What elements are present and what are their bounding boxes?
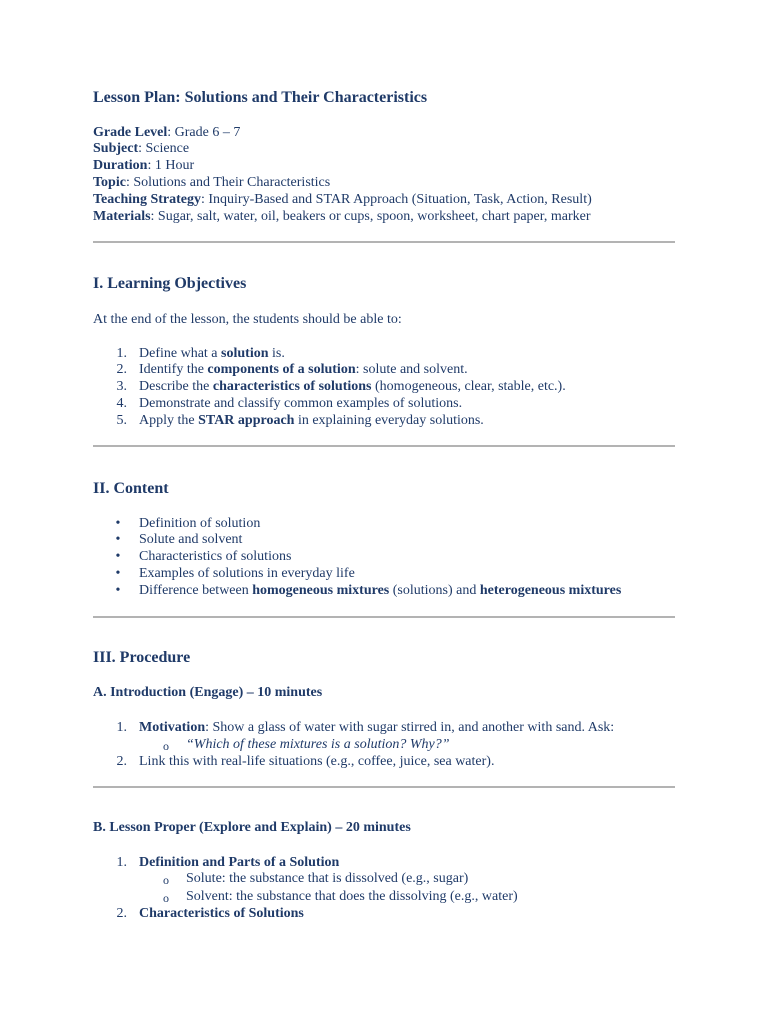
- list-item: [0, 906, 768, 922]
- item-text: Describe the: [139, 379, 213, 394]
- item-bold: STAR approach: [198, 413, 295, 428]
- item-text: Link this with real-life situations (e.g., coffee, juice, sea water).: [139, 754, 495, 769]
- meta-label: Duration: [93, 158, 148, 173]
- bullet-icon: •: [115, 566, 121, 581]
- item-text: is.: [268, 346, 285, 361]
- list-number: 4.: [116, 396, 127, 411]
- page-title: Lesson Plan: Solutions and Their Characteristics: [93, 89, 428, 106]
- item-bold: Motivation: [139, 720, 206, 735]
- list-item: [0, 720, 768, 736]
- list-item: [0, 532, 768, 548]
- list-number: 2.: [116, 754, 127, 769]
- item-text: : Show a glass of water with sugar stirred in, and another with sand. Ask:: [205, 720, 615, 735]
- divider: [93, 445, 675, 447]
- item-text: Difference between: [139, 583, 253, 598]
- list-number: 1.: [116, 855, 127, 870]
- meta-grade-level: [93, 125, 240, 141]
- item-bold: heterogeneous mixtures: [479, 583, 622, 598]
- sub-list-item: [0, 871, 768, 887]
- item-text: Solute and solvent: [139, 532, 243, 547]
- meta-teaching-strategy: [93, 192, 592, 208]
- divider: [93, 616, 675, 618]
- list-number: 3.: [116, 379, 127, 394]
- item-text: Solute: the substance that is dissolved (e.g., sugar): [186, 871, 469, 886]
- meta-label: Materials: [93, 209, 151, 224]
- meta-label: Subject: [93, 141, 139, 156]
- item-text: Examples of solutions in everyday life: [139, 566, 355, 581]
- item-text: (solutions) and: [389, 583, 480, 598]
- section-heading-content: II. Content: [93, 480, 169, 497]
- list-item: [0, 855, 768, 871]
- item-bold: solution: [221, 346, 269, 361]
- item-bold: homogeneous mixtures: [252, 583, 390, 598]
- meta-value: : Science: [138, 141, 190, 156]
- bullet-icon: •: [115, 549, 121, 564]
- item-bold: characteristics of solutions: [212, 379, 372, 394]
- meta-label: Teaching Strategy: [93, 192, 201, 207]
- item-text: Demonstrate and classify common examples of solutions.: [139, 396, 463, 411]
- item-text: Identify the: [139, 362, 208, 377]
- list-item: [0, 549, 768, 565]
- meta-value: : Sugar, salt, water, oil, beakers or cups, spoon, worksheet, chart paper, marker: [150, 209, 591, 224]
- meta-subject: [93, 141, 189, 157]
- meta-topic: [93, 175, 330, 191]
- item-text: (homogeneous, clear, stable, etc.).: [371, 379, 566, 394]
- meta-duration: [93, 158, 194, 174]
- meta-value: : Solutions and Their Characteristics: [125, 175, 331, 190]
- circle-bullet-icon: o: [163, 739, 169, 753]
- list-item: [0, 413, 768, 429]
- circle-bullet-icon: o: [163, 891, 169, 905]
- item-text: Characteristics of solutions: [139, 549, 292, 564]
- item-text: : solute and solvent.: [355, 362, 468, 377]
- bullet-icon: •: [115, 532, 121, 547]
- list-item: [0, 362, 768, 378]
- item-bold: components of a solution: [207, 362, 356, 377]
- item-text: “Which of these mixtures is a solution? Why?”: [186, 737, 450, 752]
- subsection-heading-lesson-proper: B. Lesson Proper (Explore and Explain) – 20 minutes: [93, 820, 411, 835]
- item-text: Solvent: the substance that does the dissolving (e.g., water): [186, 889, 518, 904]
- item-bold: Characteristics of Solutions: [139, 906, 304, 921]
- list-item: [0, 754, 768, 770]
- list-item: [0, 396, 768, 412]
- list-item: [0, 346, 768, 362]
- bullet-icon: •: [115, 583, 121, 598]
- section-heading-procedure: III. Procedure: [93, 649, 191, 666]
- list-item: [0, 379, 768, 395]
- meta-materials: [93, 209, 591, 225]
- subsection-heading-introduction: A. Introduction (Engage) – 10 minutes: [93, 685, 323, 700]
- list-number: 2.: [116, 906, 127, 921]
- divider: [93, 786, 675, 788]
- item-bold: Definition and Parts of a Solution: [139, 855, 340, 870]
- list-number: 1.: [116, 346, 127, 361]
- meta-value: : Grade 6 – 7: [167, 125, 241, 140]
- item-text: Define what a: [139, 346, 222, 361]
- meta-label: Grade Level: [93, 125, 168, 140]
- sub-list-item: [0, 737, 768, 753]
- list-item: [0, 583, 768, 599]
- item-text: Apply the: [139, 413, 199, 428]
- list-item: [0, 566, 768, 582]
- meta-value: : Inquiry-Based and STAR Approach (Situation, Task, Action, Result): [200, 192, 592, 207]
- item-text: in explaining everyday solutions.: [294, 413, 484, 428]
- bullet-icon: •: [115, 516, 121, 531]
- sub-list-item: [0, 889, 768, 905]
- list-number: 1.: [116, 720, 127, 735]
- meta-label: Topic: [93, 175, 126, 190]
- list-number: 2.: [116, 362, 127, 377]
- circle-bullet-icon: o: [163, 873, 169, 887]
- section-heading-objectives: I. Learning Objectives: [93, 275, 247, 292]
- list-number: 5.: [116, 413, 127, 428]
- list-item: [0, 516, 768, 532]
- divider: [93, 241, 675, 243]
- objectives-intro: At the end of the lesson, the students should be able to:: [93, 312, 402, 327]
- meta-value: : 1 Hour: [147, 158, 195, 173]
- item-text: Definition of solution: [139, 516, 261, 531]
